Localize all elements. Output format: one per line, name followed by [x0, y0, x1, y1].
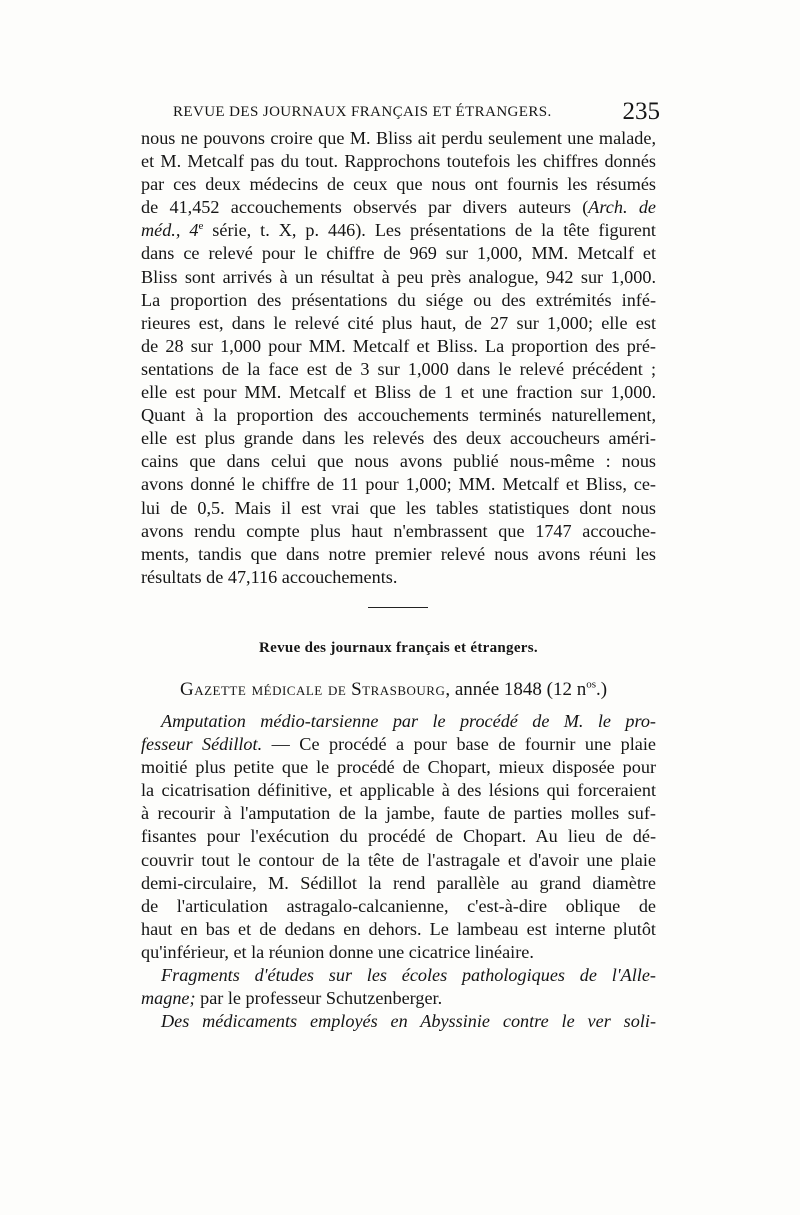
text-line: elle est pour MM. Metcalf et Bliss de 1 et une fraction sur 1,000.: [141, 382, 656, 403]
text-line: à recourir à l'amputation de la jambe, faute de parties molles suf-: [141, 803, 656, 824]
text-line: lui de 0,5. Mais il est vrai que les tables statistiques dont nous: [141, 497, 656, 518]
text-line: demi-circulaire, M. Sédillot la rend parallèle au grand diamètre: [141, 872, 656, 893]
text-line: Quant à la proportion des accouchements terminés naturellement,: [141, 405, 656, 426]
text-line: fisantes pour l'exécution du procédé de Chopart. Au lieu de dé-: [141, 826, 656, 847]
text-line: Bliss sont arrivés à un résultat à peu près analogue, 942 sur 1,000.: [141, 266, 656, 287]
text-segment: par le professeur Schutzenberger.: [195, 988, 443, 1009]
text-line: [141, 987, 656, 1010]
journal-name: Gazette médicale de: [180, 679, 347, 700]
running-head: REVUE DES JOURNAUX FRANÇAIS ET ÉTRANGERS.: [173, 104, 552, 120]
page-number: 235: [622, 98, 660, 125]
citation-abbrev: méd., 4: [141, 220, 199, 241]
text-line: sentations de la face est de 3 sur 1,000 dans le relevé précédent ;: [141, 358, 656, 379]
article-title-end: fesseur Sédillot.: [141, 734, 263, 755]
text-line: de 28 sur 1,000 pour MM. Metcalf et Bliss. La proportion des pré-: [141, 335, 656, 356]
text-segment: — Ce procédé a pour base de fournir une plaie: [262, 734, 657, 755]
text-line: qu'inférieur, et la réunion donne une cicatrice linéaire.: [141, 941, 534, 962]
citation-abbrev: Arch. de: [588, 197, 656, 218]
text-line: la cicatrisation définitive, et applicable à des lésions qui forceraient: [141, 780, 656, 801]
text-line: haut en bas et de dedans en dehors. Le lambeau est interne plutôt: [141, 918, 656, 939]
article-title-line: Fragments d'études sur les écoles pathologiques de l'Alle-: [161, 965, 656, 986]
article-title-line: Amputation médio-tarsienne par le procédé de M. le pro-: [161, 711, 656, 731]
text-line: nous ne pouvons croire que M. Bliss ait perdu seulement une malade,: [141, 128, 656, 148]
journal-issue: , année 1848 (12 n: [445, 679, 587, 700]
text-line: La proportion des présentations du siége ou des extrémités infé-: [141, 289, 656, 310]
text-line-with-citation: [141, 219, 656, 242]
article-title-end: magne;: [141, 988, 196, 1009]
superscript: e: [198, 220, 204, 233]
section-divider: [368, 607, 428, 608]
page-header: [173, 98, 660, 128]
text-line: rieures est, dans le relevé cité plus haut, de 27 sur 1,000; elle est: [141, 312, 656, 333]
text-line: [141, 733, 656, 756]
text-line: de l'articulation astragalo-calcanienne, c'est-à-dire oblique de: [141, 895, 656, 916]
paragraph-births-statistics: [141, 127, 656, 589]
section-title: Revue des journaux français et étrangers.: [259, 640, 538, 656]
paragraph-amputation: [141, 710, 656, 1033]
text-segment: série, t. X, p. 446). Les présentations de la tête figurent: [203, 220, 656, 241]
article-title-line: Des médicaments employés en Abyssinie contre le ver soli-: [161, 1011, 656, 1032]
journal-city: Strasbourg: [351, 679, 446, 700]
text-line: avons rendu compte plus haut n'embrassent que 1747 accouche-: [141, 520, 656, 541]
journal-heading: [180, 679, 607, 701]
superscript: os: [586, 678, 597, 691]
text-line-with-citation: [141, 196, 656, 219]
text-line: ments, tandis que dans notre premier relevé nous avons réuni les: [141, 543, 656, 564]
text-line: par ces deux médecins de ceux que nous ont fournis les résumés: [141, 174, 656, 195]
text-line: cains que dans celui que nous avons publié nous-même : nous: [141, 451, 656, 472]
text-segment: de 41,452 accouchements observés par divers auteurs (: [141, 197, 589, 218]
text-line: et M. Metcalf pas du tout. Rapprochons toutefois les chiffres donnés: [141, 151, 656, 172]
text-line: couvrir tout le contour de la tête de l'astragale et d'avoir une plaie: [141, 849, 656, 870]
text-line: avons donné le chiffre de 11 pour 1,000; MM. Metcalf et Bliss, ce-: [141, 474, 656, 495]
text-line: moitié plus petite que le procédé de Chopart, mieux disposée pour: [141, 757, 656, 778]
text-line: dans ce relevé pour le chiffre de 969 sur 1,000, MM. Metcalf et: [141, 243, 656, 264]
text-line: résultats de 47,116 accouchements.: [141, 566, 398, 587]
text-line: elle est plus grande dans les relevés des deux accoucheurs améri-: [141, 428, 656, 449]
journal-close: .): [596, 679, 608, 700]
